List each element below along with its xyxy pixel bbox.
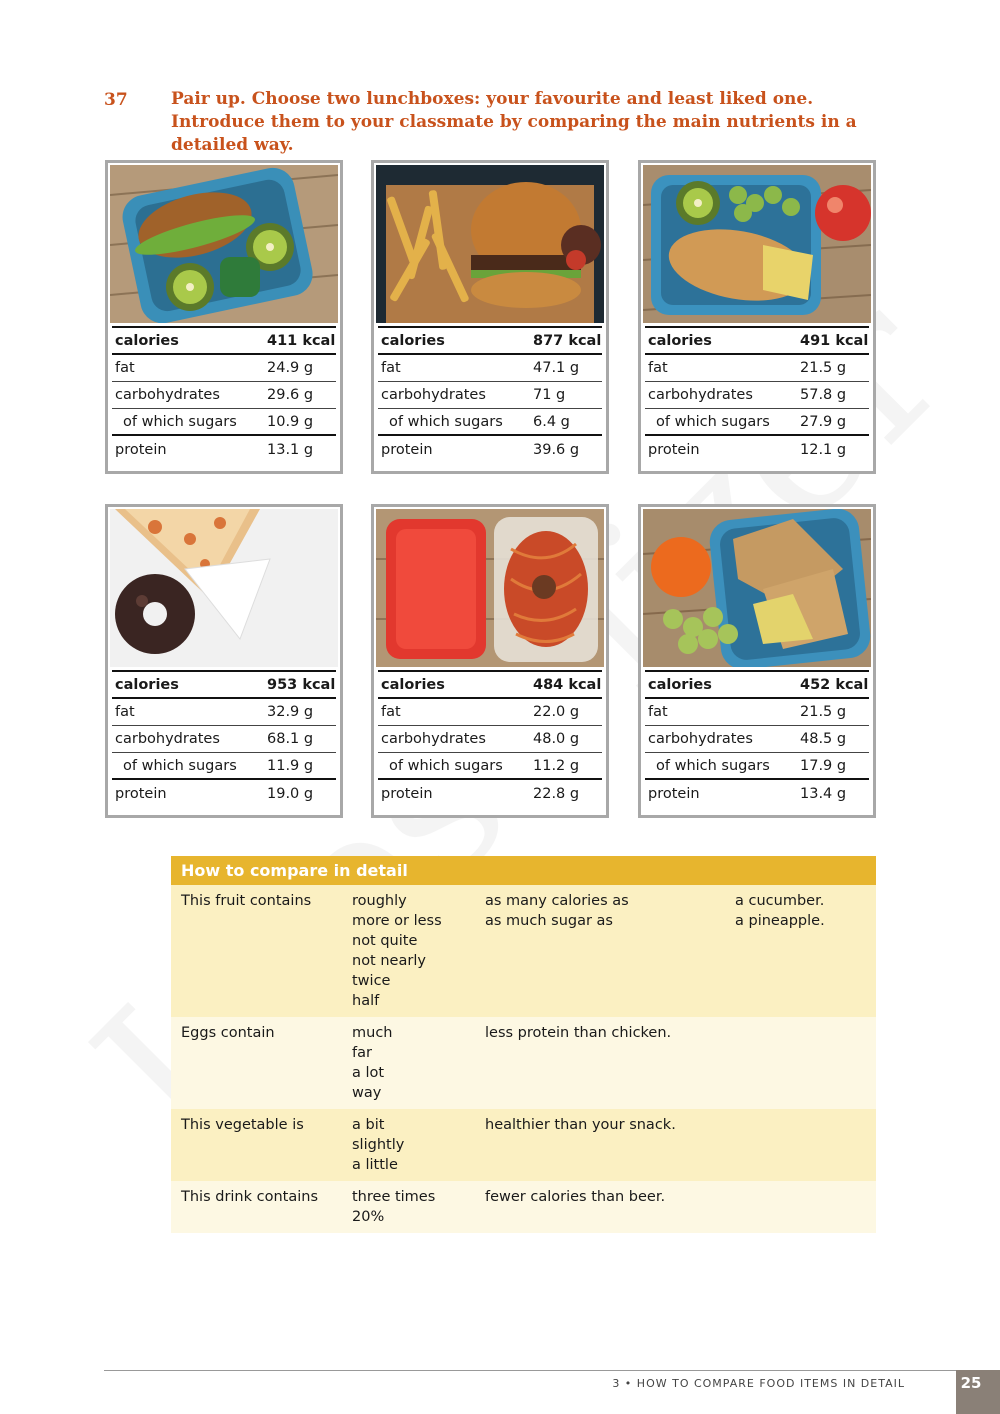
nutrition-table xyxy=(378,670,602,807)
fat-row: fat 24.9 g xyxy=(112,355,336,382)
protein-row: protein 12.1 g xyxy=(648,441,847,458)
protein-row: protein 22.8 g xyxy=(381,785,580,802)
lunchbox-card-4 xyxy=(105,504,343,818)
fat-row: fat 21.5 g xyxy=(645,355,869,382)
calories-row: calories 411 kcal xyxy=(112,328,336,355)
fat-row: fat 47.1 g xyxy=(378,355,602,382)
compare-in-detail-box xyxy=(171,856,876,1233)
compare-row xyxy=(171,1017,876,1109)
carbohydrates-row: carbohydrates 29.6 g xyxy=(112,382,336,409)
compare-objects: a cucumber. a pineapple. xyxy=(735,893,825,929)
compare-comparisons: healthier than your snack. xyxy=(485,1117,676,1133)
compare-subject: This drink contains xyxy=(181,1189,319,1205)
calories-row: calories 877 kcal xyxy=(378,328,602,355)
protein-row: protein 19.0 g xyxy=(115,785,314,802)
sandwich-grapes-orange-photo xyxy=(643,509,871,667)
fat-row: fat 21.5 g xyxy=(645,699,869,726)
lunchbox-card-6 xyxy=(638,504,876,818)
calories-row: calories 953 kcal xyxy=(112,672,336,699)
sugars-row: of which sugars 10.9 g xyxy=(112,409,336,436)
carbohydrates-row: carbohydrates 48.5 g xyxy=(645,726,869,753)
compare-comparisons: less protein than chicken. xyxy=(485,1025,672,1041)
carbohydrates-row: carbohydrates 57.8 g xyxy=(645,382,869,409)
compare-modifiers: roughly more or less not quite not nearly twice half xyxy=(352,893,442,1009)
compare-modifiers: a bit slightly a little xyxy=(352,1117,405,1173)
fat-row: fat 22.0 g xyxy=(378,699,602,726)
calories-row: calories 491 kcal xyxy=(645,328,869,355)
pasta-container-photo xyxy=(376,509,604,667)
exercise-text: Pair up. Choose two lunchboxes: your favourite and least liked one. Introduce them to your classmate by comparing the main nutrients in a detailed way. xyxy=(171,89,857,155)
protein-row: protein 13.1 g xyxy=(115,441,314,458)
compare-subject: Eggs contain xyxy=(181,1025,275,1041)
pizza-donut-photo xyxy=(110,509,338,667)
calories-row: calories 452 kcal xyxy=(645,672,869,699)
burger-fries-box-photo xyxy=(376,165,604,323)
sugars-row: of which sugars 11.9 g xyxy=(112,753,336,780)
exercise-number: 37 xyxy=(104,90,128,110)
nutrition-table xyxy=(378,326,602,463)
compare-subject: This vegetable is xyxy=(181,1117,304,1133)
fat-row: fat 32.9 g xyxy=(112,699,336,726)
protein-row: protein 39.6 g xyxy=(381,441,580,458)
compare-comparisons: fewer calories than beer. xyxy=(485,1189,666,1205)
compare-comparisons: as many calories as as much sugar as xyxy=(485,893,629,929)
compare-objects xyxy=(735,1187,876,1227)
sugars-row: of which sugars 17.9 g xyxy=(645,753,869,780)
compare-modifiers: three times 20% xyxy=(352,1189,436,1225)
compare-objects xyxy=(735,1023,876,1103)
baguette-kiwi-apple-photo xyxy=(643,165,871,323)
compare-row xyxy=(171,1181,876,1233)
carbohydrates-row: carbohydrates 71 g xyxy=(378,382,602,409)
nutrition-table xyxy=(645,326,869,463)
lunchbox-card-1 xyxy=(105,160,343,474)
sugars-row: of which sugars 6.4 g xyxy=(378,409,602,436)
nutrition-table xyxy=(645,670,869,807)
compare-row xyxy=(171,885,876,1017)
compare-box-title: How to compare in detail xyxy=(171,856,876,885)
compare-subject: This fruit contains xyxy=(181,893,312,909)
lunchbox-card-5 xyxy=(371,504,609,818)
compare-objects xyxy=(735,1115,876,1175)
lunchbox-card-2 xyxy=(371,160,609,474)
burger-kiwi-lunchbox-photo xyxy=(110,165,338,323)
page-number-box xyxy=(956,1370,1000,1414)
chapter-footer: 3 • HOW TO COMPARE FOOD ITEMS IN DETAIL xyxy=(612,1377,905,1390)
footer-divider xyxy=(104,1370,956,1371)
page-number: 25 xyxy=(960,1374,982,1392)
nutrition-table xyxy=(112,670,336,807)
nutrition-table xyxy=(112,326,336,463)
compare-modifiers: much far a lot way xyxy=(352,1025,393,1101)
sugars-row: of which sugars 11.2 g xyxy=(378,753,602,780)
compare-row xyxy=(171,1109,876,1181)
lunchbox-card-3 xyxy=(638,160,876,474)
carbohydrates-row: carbohydrates 48.0 g xyxy=(378,726,602,753)
sugars-row: of which sugars 27.9 g xyxy=(645,409,869,436)
carbohydrates-row: carbohydrates 68.1 g xyxy=(112,726,336,753)
protein-row: protein 13.4 g xyxy=(648,785,847,802)
calories-row: calories 484 kcal xyxy=(378,672,602,699)
